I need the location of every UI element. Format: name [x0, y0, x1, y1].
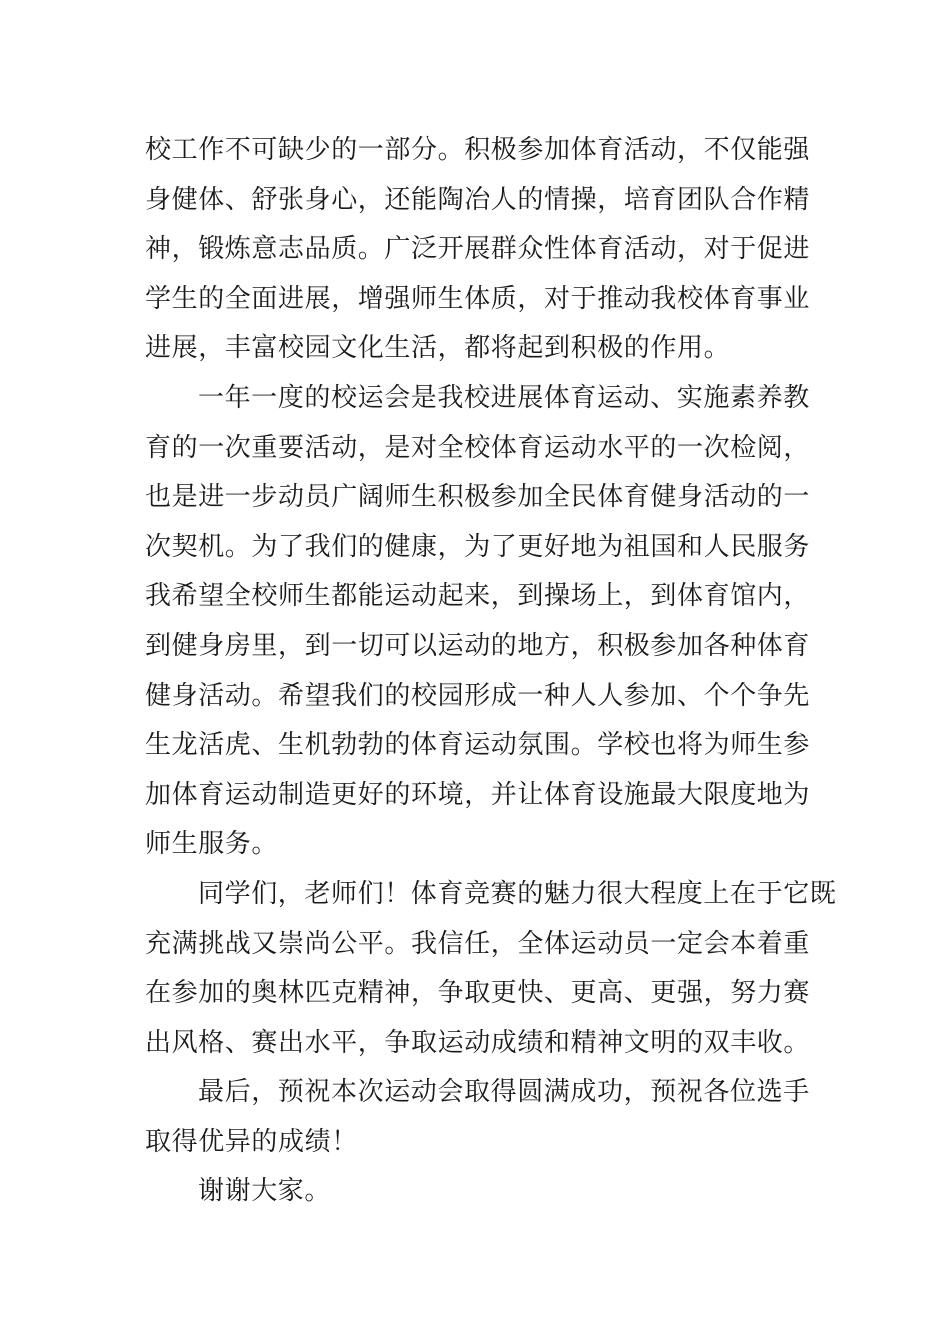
text-line: 也是进一步动员广阔师生积极参加全民体育健身活动的一 [145, 482, 811, 513]
text-line: 一年一度的校运会是我校进展体育运动、实施素养教 [198, 382, 810, 413]
text-line: 到健身房里，到一切可以运动的地方，积极参加各种体育 [145, 630, 811, 661]
text-line: 学生的全面进展，增强师生体质，对于推动我校体育事业 [145, 283, 811, 314]
text-line: 充满挑战又崇尚公平。我信任，全体运动员一定会本着重 [145, 928, 811, 959]
text-line: 身健体、舒张身心，还能陶冶人的情操，培育团队合作精 [145, 184, 811, 215]
text-line: 校工作不可缺少的一部分。积极参加体育活动，不仅能强 [145, 135, 811, 165]
paragraph-4 [145, 1068, 810, 1167]
paragraph-5 [145, 1167, 810, 1217]
text-line: 取得优异的成绩！ [145, 1126, 358, 1157]
text-line: 出风格、赛出水平，争取运动成绩和精神文明的双丰收。 [145, 1027, 811, 1058]
text-line: 生龙活虎、生机勃勃的体育运动氛围。学校也将为师生参 [145, 730, 811, 761]
text-line: 加体育运动制造更好的环境，并让体育设施最大限度地为 [145, 779, 811, 810]
text-line: 健身活动。希望我们的校园形成一种人人参加、个个争先 [145, 680, 811, 711]
text-line: 师生服务。 [145, 829, 279, 860]
text-line: 神，锻炼意志品质。广泛开展群众性体育活动，对于促进 [145, 234, 811, 265]
paragraph-3 [145, 870, 837, 1068]
text-line: 在参加的奥林匹克精神，争取更快、更高、更强，努力赛 [145, 978, 811, 1009]
document-body [145, 126, 837, 1217]
paragraph-2 [145, 374, 810, 870]
text-line: 同学们，老师们！体育竞赛的魅力很大程度上在于它既 [198, 878, 837, 909]
paragraph-1 [145, 126, 810, 374]
text-line: 谢谢大家。 [198, 1176, 332, 1207]
text-line: 最后，预祝本次运动会取得圆满成功，预祝各位选手 [198, 1077, 810, 1108]
text-line: 进展，丰富校园文化生活，都将起到积极的作用。 [145, 333, 731, 364]
text-line: 我希望全校师生都能运动起来，到操场上，到体育馆内， [145, 581, 811, 612]
text-line: 次契机。为了我们的健康，为了更好地为祖国和人民服务 [145, 531, 811, 562]
text-line: 育的一次重要活动，是对全校体育运动水平的一次检阅， [145, 432, 811, 463]
